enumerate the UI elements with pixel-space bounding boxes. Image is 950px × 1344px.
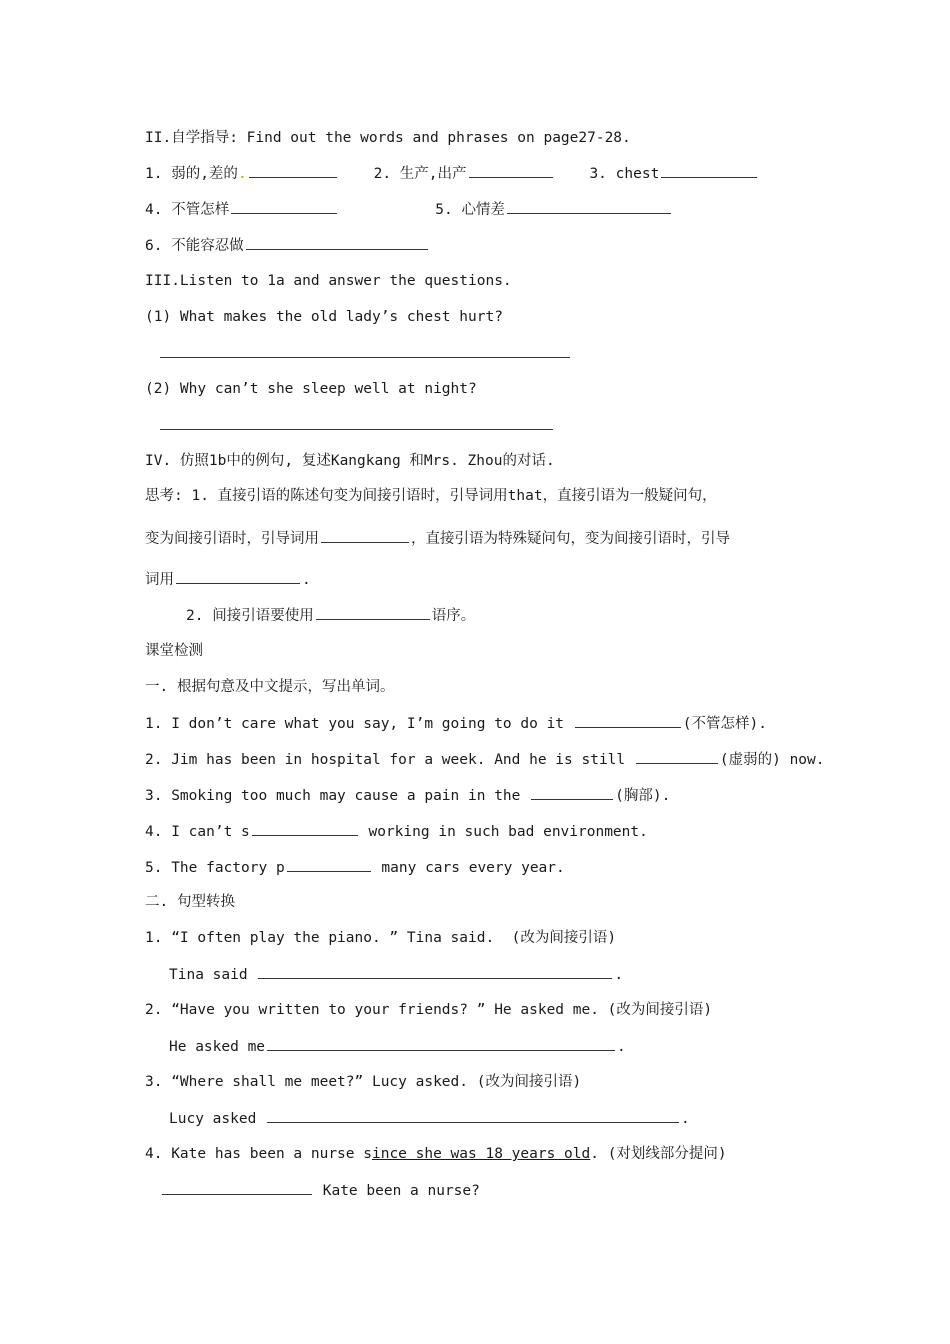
answer-line[interactable] [160,357,570,358]
exercise-4 [145,821,648,842]
answer-blank[interactable] [316,605,430,620]
item-4-text: 不管怎样 [171,202,230,218]
exercise-text: 4. I can’t s [145,824,250,840]
part2-title: 二. 句型转换 [145,894,235,910]
period: . [617,1039,626,1055]
think-text: 2. 间接引语要使用 [186,608,314,624]
answer-blank[interactable] [267,1036,615,1051]
exercise-hint: (胸部). [615,788,671,804]
exercise-5 [145,857,565,878]
item-6-text: 不能容忍做 [171,238,244,254]
exercise-3 [145,785,670,806]
check-title: 课堂检测 [145,643,203,659]
exercise-2 [145,749,824,770]
period: . [614,967,624,983]
period: . [681,1111,690,1127]
think-text: 语序。 [431,608,476,624]
exercise-text: 1. I don’t care what you say, I’m going to do it [145,716,573,732]
answer-blank[interactable] [661,163,757,178]
underlined-part: ince she was 18 years old [371,1146,591,1162]
item-1-text: 弱的,差的 [171,166,238,182]
answer-blank[interactable] [321,528,409,543]
transform-4-answer [160,1180,480,1201]
think-text: ，直接引语为特殊疑问句，变为间接引语时，引导 [411,531,730,547]
blank-mark: . [237,166,247,182]
answer-prefix: Tina said [169,967,257,983]
transform-4 [145,1144,727,1164]
think-line-2 [145,528,730,549]
answer-blank[interactable] [252,821,358,836]
exercise-hint: (虚弱的) now. [719,752,825,768]
answer-blank[interactable] [267,1108,679,1123]
exercise-1 [145,713,767,734]
think-text: 变为间接引语时，引导词用 [145,531,319,547]
question-2: (2) Why can’t she sleep well at night? [145,381,477,397]
item-3-text: chest [615,166,660,182]
answer-suffix: Kate been a nurse? [314,1183,480,1199]
vocab-row-3 [145,235,430,256]
answer-blank[interactable] [176,569,300,584]
answer-blank[interactable] [249,163,337,178]
item-5-text: 心情差 [461,202,505,218]
question-text: 4. Kate has been a nurse s [145,1146,372,1162]
item-1-num: 1. [145,166,163,182]
transform-2-answer [169,1036,626,1057]
section4-heading: IV. 仿照1b中的例句, 复述Kangkang 和Mrs. Zhou的对话. [145,453,555,469]
answer-blank[interactable] [636,749,718,764]
item-2-num: 2. [373,166,392,182]
exercise-text: working in such bad environment. [359,824,648,840]
exercise-text: many cars every year. [372,860,565,876]
vocab-row-1 [145,163,759,184]
item-2-text: 生产,出产 [399,166,467,182]
exercise-text: 2. Jim has been in hospital for a week. And he is still [145,752,634,768]
answer-blank[interactable] [287,857,371,872]
answer-blank[interactable] [258,964,612,979]
answer-blank[interactable] [507,199,671,214]
think-text: . [302,572,311,588]
think-line-1: 思考: 1. 直接引语的陈述句变为间接引语时，引导词用that，直接引语为一般疑问句， [145,488,717,504]
answer-blank[interactable] [575,713,681,728]
section2-heading: II.自学指导: Find out the words and phrases on page27-28. [145,130,631,146]
answer-prefix: He asked me [169,1039,266,1055]
item-6-num: 6. [145,238,163,254]
item-5-num: 5. [435,202,453,218]
answer-blank[interactable] [531,785,613,800]
question-1: (1) What makes the old lady’s chest hurt? [145,309,503,325]
answer-prefix: Lucy asked [169,1111,266,1127]
exercise-hint: (不管怎样). [682,716,767,732]
exercise-text: 5. The factory p [145,860,285,876]
section3-heading: III.Listen to 1a and answer the questions. [145,273,512,289]
vocab-row-2 [145,199,673,220]
answer-blank[interactable] [469,163,553,178]
part1-title: 一. 根据句意及中文提示，写出单词。 [145,679,395,695]
exercise-text: 3. Smoking too much may cause a pain in the [145,788,530,804]
answer-line[interactable] [160,429,553,430]
transform-3: 3. “Where shall me meet?” Lucy asked. (改为间接引语) [145,1074,582,1090]
item-4-num: 4. [145,202,163,218]
transform-3-answer [169,1108,690,1129]
item-3-num: 3. [589,166,607,182]
answer-blank[interactable] [162,1180,312,1195]
think-line-4 [186,605,475,626]
transform-2: 2. “Have you written to your friends? ” He asked me. (改为间接引语) [145,1002,713,1018]
think-line-3 [145,569,311,590]
question-text: . (对划线部分提问) [590,1146,727,1162]
think-text: 词用 [145,572,174,588]
answer-blank[interactable] [231,199,337,214]
transform-1: 1. “I often play the piano. ” Tina said. (改为间接引语) [145,930,617,946]
answer-blank[interactable] [246,235,428,250]
transform-1-answer [169,964,623,985]
